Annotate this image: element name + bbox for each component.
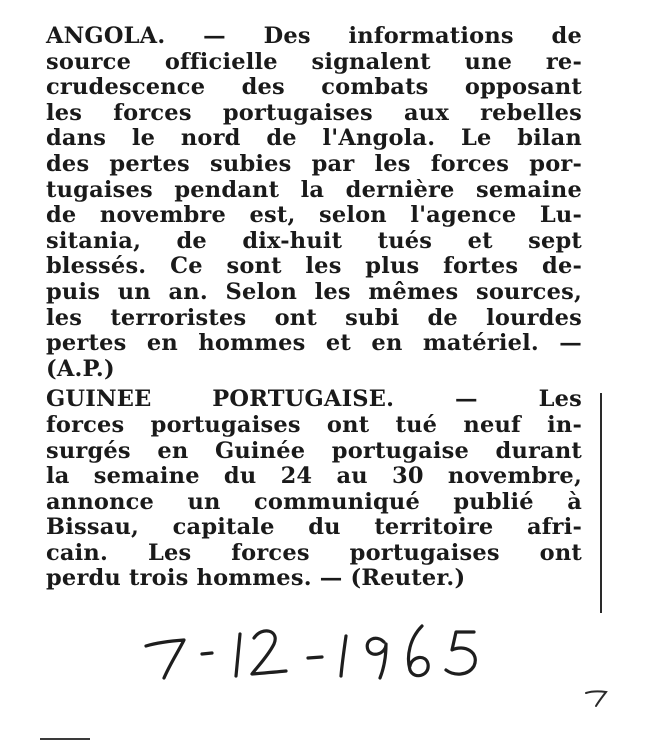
- article-line: (A.P.): [46, 355, 115, 382]
- handwritten-date: [140, 612, 510, 684]
- article-guinee-portugaise: [46, 387, 582, 592]
- article-line: dans le nord de l'Angola. Le bilan: [46, 125, 582, 152]
- article-line: puis un an. Selon les mêmes sources,: [46, 278, 582, 305]
- article-line: cain. Les forces portugaises ont: [46, 539, 582, 566]
- article-line: forces portugaises ont tué neuf in-: [46, 411, 582, 438]
- pencil-mark-icon: [583, 686, 609, 708]
- article-line: les forces portugaises aux rebelles: [46, 99, 582, 126]
- article-line: perdu trois hommes. — (Reuter.): [46, 565, 466, 592]
- text-column: [46, 24, 582, 592]
- article-line: blessés. Ce sont les plus fortes de-: [46, 253, 582, 280]
- column-rule: [600, 393, 602, 613]
- article-line: GUINEE PORTUGAISE. — Les: [46, 386, 582, 413]
- article-line: annonce un communiqué publié à: [46, 488, 582, 515]
- article-line: pertes en hommes et en matériel. —: [46, 330, 582, 357]
- article-line: tugaises pendant la dernière semaine: [46, 176, 582, 203]
- article-line: surgés en Guinée portugaise durant: [46, 437, 582, 464]
- bottom-rule: [40, 738, 90, 740]
- article-line: Bissau, capitale du territoire afri-: [46, 514, 582, 541]
- article-line: la semaine du 24 au 30 novembre,: [46, 463, 582, 490]
- article-line: de novembre est, selon l'agence Lu-: [46, 202, 582, 229]
- article-line: les terroristes ont subi de lourdes: [46, 304, 582, 331]
- article-line: ANGOLA. — Des informations de: [46, 23, 582, 49]
- article-angola: [46, 24, 582, 382]
- article-line: source officielle signalent une re-: [46, 48, 582, 75]
- article-line: des pertes subies par les forces por-: [46, 150, 582, 177]
- article-line: sitania, de dix-huit tués et sept: [46, 227, 582, 254]
- article-line: crudescence des combats opposant: [46, 74, 582, 101]
